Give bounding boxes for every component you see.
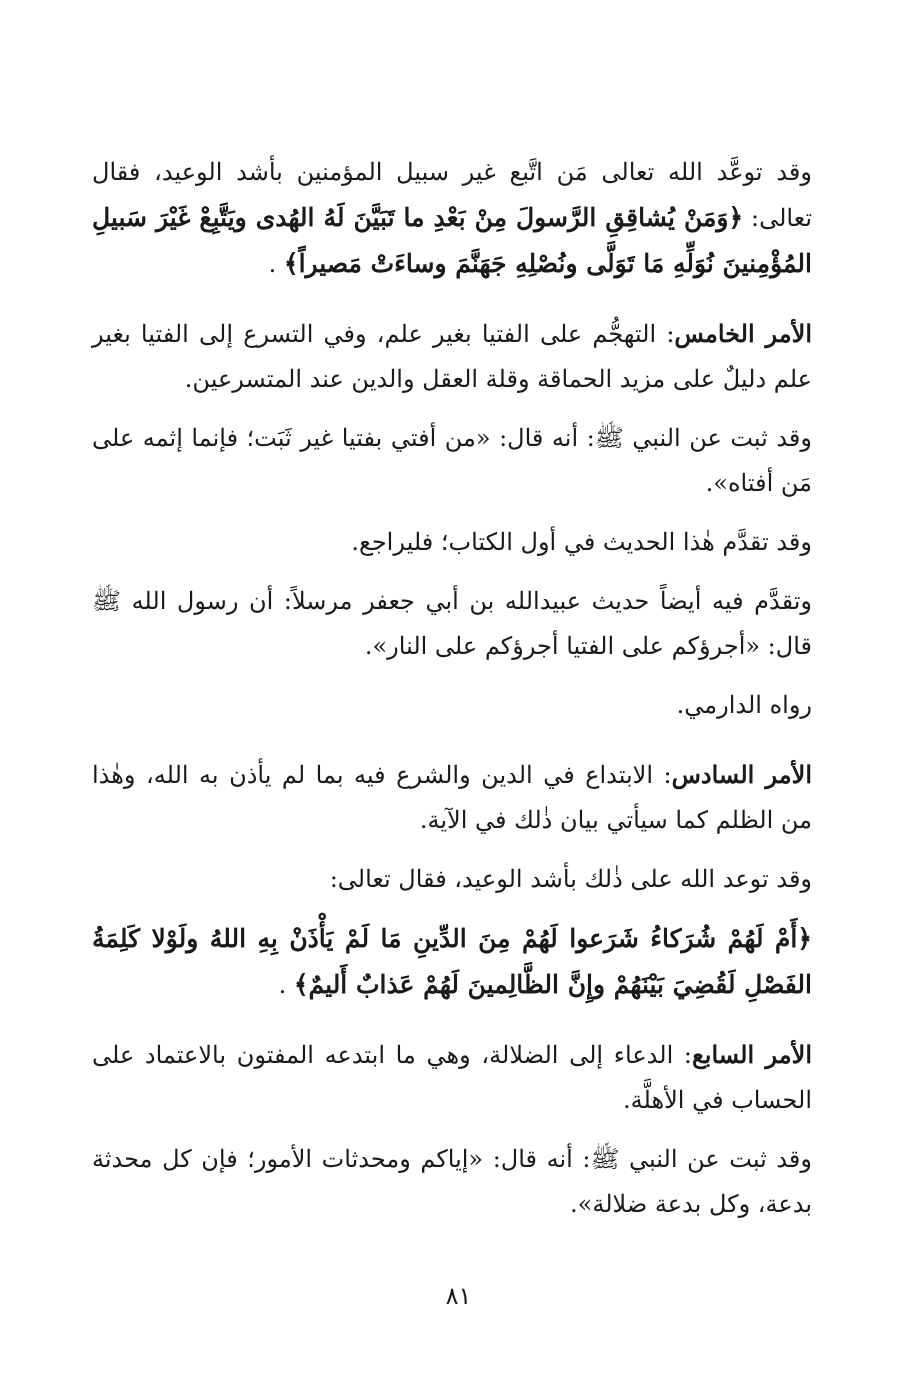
paragraph-seventh-matter bbox=[92, 1032, 812, 1123]
section-heading: الأمر السادس bbox=[671, 760, 812, 789]
paragraph-hadith-mursal bbox=[92, 579, 812, 669]
paragraph-text: وقد ثبت عن النبي ﷺ: أنه قال: «إياكم ومحدثات الأمور؛ فإن كل محدثة بدعة، وكل بدعة ضلالة». bbox=[92, 1145, 812, 1218]
paragraph-quran-threat bbox=[92, 150, 812, 287]
page-number: ٨١ bbox=[445, 1282, 472, 1310]
paragraph-sixth-matter bbox=[92, 752, 812, 843]
paragraph-text: وقد تقدَّم هٰذا الحديث في أول الكتاب؛ فليراجع. bbox=[351, 528, 812, 556]
paragraph-threat-intro bbox=[92, 857, 812, 902]
paragraph-text: : الدعاء إلى الضلالة، وهي ما ابتدعه المفتون بالاعتماد على الحساب في الأهلَّة. bbox=[92, 1041, 812, 1114]
quran-verse: ﴿وَمَنْ يُشاقِقِ الرَّسولَ مِنْ بَعْدِ ما تَبَيَّنَ لَهُ الهُدى ويَتَّبِعْ غَيْرَ سَبيلِ المُؤْمِنينَ نُوَلِّهِ مَا تَوَلَّى ونُصْلِهِ جَهَنَّمَ وساءَتْ مَصيراً﴾ bbox=[92, 203, 812, 278]
paragraph-narrator bbox=[92, 683, 812, 728]
paragraph-text: وقد توعد الله على ذٰلك بأشد الوعيد، فقال تعالى: bbox=[329, 865, 812, 893]
paragraph-text: رواه الدارمي. bbox=[676, 691, 812, 719]
section-heading: الأمر السابع bbox=[692, 1040, 812, 1069]
paragraph-end: . bbox=[278, 971, 294, 999]
paragraph-text: وقد توعَّد الله تعالى مَن اتَّبع غير سبيل المؤمنين بأشد الوعيد، فقال تعالى: bbox=[92, 158, 812, 232]
quran-verse: ﴿أَمْ لَهُمْ شُرَكاءُ شَرَعوا لَهُمْ مِنَ الدِّينِ مَا لَمْ يَأْذَنْ بِهِ اللهُ ولَوْلا كَلِمَةُ الفَصْلِ لَقُضِيَ بَيْنَهُمْ وإِنَّ الظَّالِمينَ لَهُمْ عَذابٌ أَليمٌ﴾ bbox=[92, 924, 812, 999]
paragraph-text: : التهجُّم على الفتيا بغير علم، وفي التسرع إلى الفتيا بغير علم دليلٌ على مزيد الحماقة وقلة العقل والدين عند المتسرعين. bbox=[92, 320, 812, 393]
paragraph-reference bbox=[92, 520, 812, 565]
paragraph-text: وقد ثبت عن النبي ﷺ: أنه قال: «من أفتي بفتيا غير ثَبَت؛ فإنما إثمه على مَن أفتاه». bbox=[92, 424, 812, 497]
paragraph-fifth-matter bbox=[92, 311, 812, 402]
paragraph-end: . bbox=[268, 250, 284, 278]
section-heading: الأمر الخامس bbox=[674, 319, 812, 348]
page-body bbox=[92, 150, 812, 1227]
paragraph-hadith-innovation bbox=[92, 1137, 812, 1227]
paragraph-quran-partners bbox=[92, 916, 812, 1008]
paragraph-text: : الابتداع في الدين والشرع فيه بما لم يأذن به الله، وهٰذا من الظلم كما سيأتي بيان ذٰلك في الآية. bbox=[92, 761, 812, 834]
paragraph-hadith-fatwa bbox=[92, 416, 812, 506]
paragraph-text: وتقدَّم فيه أيضاً حديث عبيدالله بن أبي جعفر مرسلاً: أن رسول الله ﷺ قال: «أجرؤكم على الفتيا أجرؤكم على النار». bbox=[92, 587, 812, 660]
